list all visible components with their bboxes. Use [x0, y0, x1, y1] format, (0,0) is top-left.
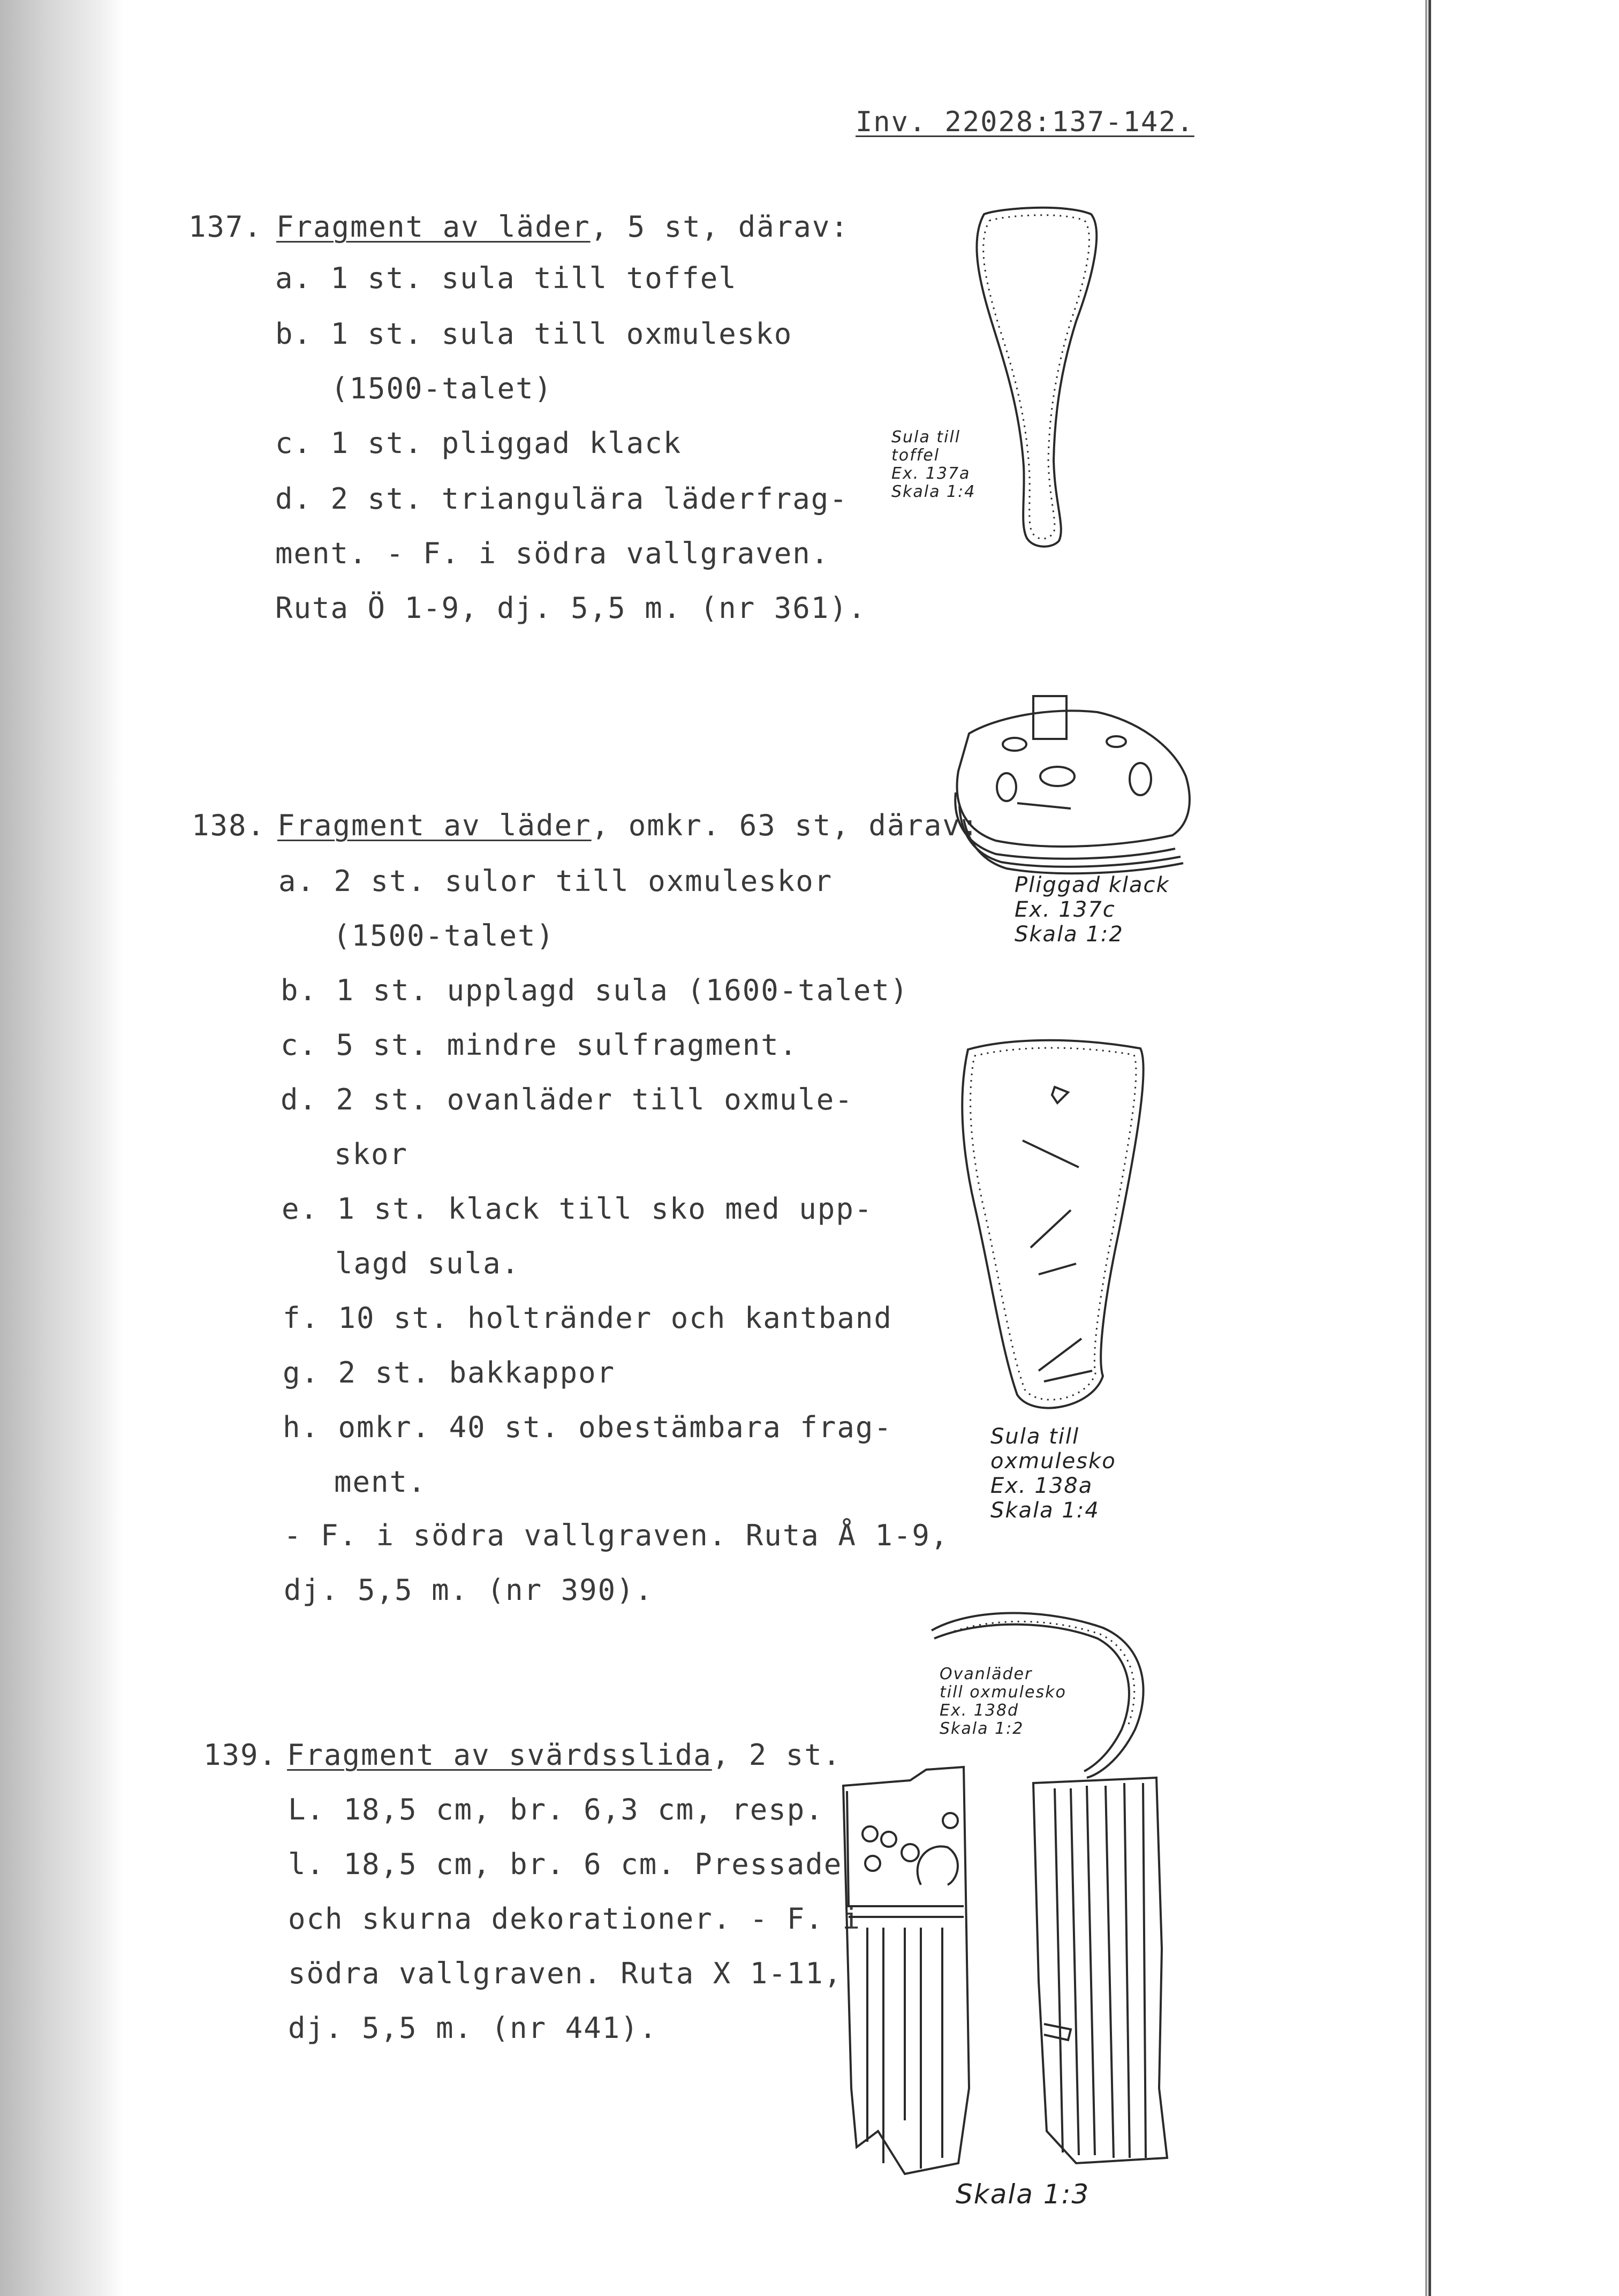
entry-title-rest: , 5 st, därav:: [590, 210, 849, 244]
inventory-number: Inv. 22028:137-142.: [856, 106, 1194, 138]
entry-line: (1500-talet): [333, 919, 555, 953]
entry-line: g. 2 st. bakkappor: [283, 1356, 616, 1389]
entry-line: - F. i södra vallgraven. Ruta Å 1-9,: [284, 1519, 949, 1552]
caption-line: Skala 1:2: [940, 1719, 1024, 1738]
entry-title: Fragment av läder: [276, 210, 591, 244]
entry-number: 137.: [188, 210, 263, 244]
entry-line: h. omkr. 40 st. obestämbara frag-: [283, 1410, 892, 1444]
entry-line: (1500-talet): [331, 372, 553, 405]
scabbard-drawing: [843, 1767, 1167, 2174]
caption-line: oxmulesko: [990, 1449, 1116, 1474]
toffel-sole-drawing: [977, 208, 1096, 547]
caption-slida: [956, 2179, 1090, 2209]
entry-title: Fragment av svärdsslida: [287, 1738, 712, 1772]
entry-line: b. 1 st. sula till oxmulesko: [275, 317, 793, 351]
entry-number: 138.: [192, 809, 266, 842]
caption-line: Ex. 138a: [990, 1474, 1093, 1498]
caption-toffel: [891, 428, 975, 501]
entry-number: 139.: [203, 1738, 278, 1772]
entry-title-rest: , omkr. 63 st, därav:: [591, 809, 980, 842]
pliggad-klack-drawing: [955, 696, 1190, 873]
caption-line: Skala 1:4: [990, 1498, 1100, 1523]
caption-line: Ex. 138d: [940, 1701, 1019, 1720]
entry-line: lagd sula.: [335, 1247, 520, 1280]
entry-line: skor: [334, 1137, 408, 1171]
entry-line: d. 2 st. ovanläder till oxmule-: [281, 1083, 853, 1116]
caption-line: Ex. 137c: [1015, 897, 1116, 922]
entry-title: Fragment av läder: [277, 809, 592, 842]
caption-line: Pliggad klack: [1015, 873, 1170, 897]
caption-line: Ovanläder: [940, 1665, 1033, 1683]
caption-oxmulesko: [990, 1424, 1116, 1523]
caption-klack: [1015, 873, 1170, 947]
entry-line: d. 2 st. triangulära läderfrag-: [275, 482, 848, 516]
entry-line: e. 1 st. klack till sko med upp-: [282, 1192, 873, 1226]
entry-line: ment. - F. i södra vallgraven.: [275, 537, 830, 570]
caption-line: till oxmulesko: [940, 1683, 1066, 1702]
oxmulesko-sole-drawing: [962, 1040, 1143, 1408]
caption-line: Sula till: [990, 1424, 1080, 1449]
entry-line: c. 1 st. pliggad klack: [275, 426, 682, 460]
caption-line: Sula till: [891, 428, 961, 447]
caption-line: Ex. 137a: [891, 464, 971, 483]
entry-line: L. 18,5 cm, br. 6,3 cm, resp.: [288, 1793, 824, 1826]
caption-line: Skala 1:4: [891, 482, 976, 501]
entry-line: Ruta Ö 1-9, dj. 5,5 m. (nr 361).: [275, 591, 867, 625]
caption-line: Skala 1:3: [956, 2179, 1090, 2210]
entry-line: c. 5 st. mindre sulfragment.: [281, 1028, 798, 1062]
caption-ovanlader: [940, 1665, 1066, 1738]
entry-line: dj. 5,5 m. (nr 441).: [288, 2011, 658, 2045]
entry-line: och skurna dekorationer. - F. i: [288, 1902, 861, 1936]
entry-title-rest: , 2 st.: [712, 1738, 842, 1772]
entry-line: b. 1 st. upplagd sula (1600-talet): [281, 973, 909, 1007]
entry-line: f. 10 st. holtränder och kantband: [283, 1301, 892, 1335]
entry-line: södra vallgraven. Ruta X 1-11,: [288, 1957, 843, 1990]
entry-line: a. 2 st. sulor till oxmuleskor: [278, 864, 833, 898]
entry-line: ment.: [334, 1465, 427, 1499]
entry-line: l. 18,5 cm, br. 6 cm. Pressade: [288, 1847, 843, 1881]
entry-line: dj. 5,5 m. (nr 390).: [284, 1573, 654, 1607]
caption-line: Skala 1:2: [1015, 922, 1124, 947]
entry-line: a. 1 st. sula till toffel: [275, 261, 737, 295]
caption-line: toffel: [891, 446, 940, 465]
